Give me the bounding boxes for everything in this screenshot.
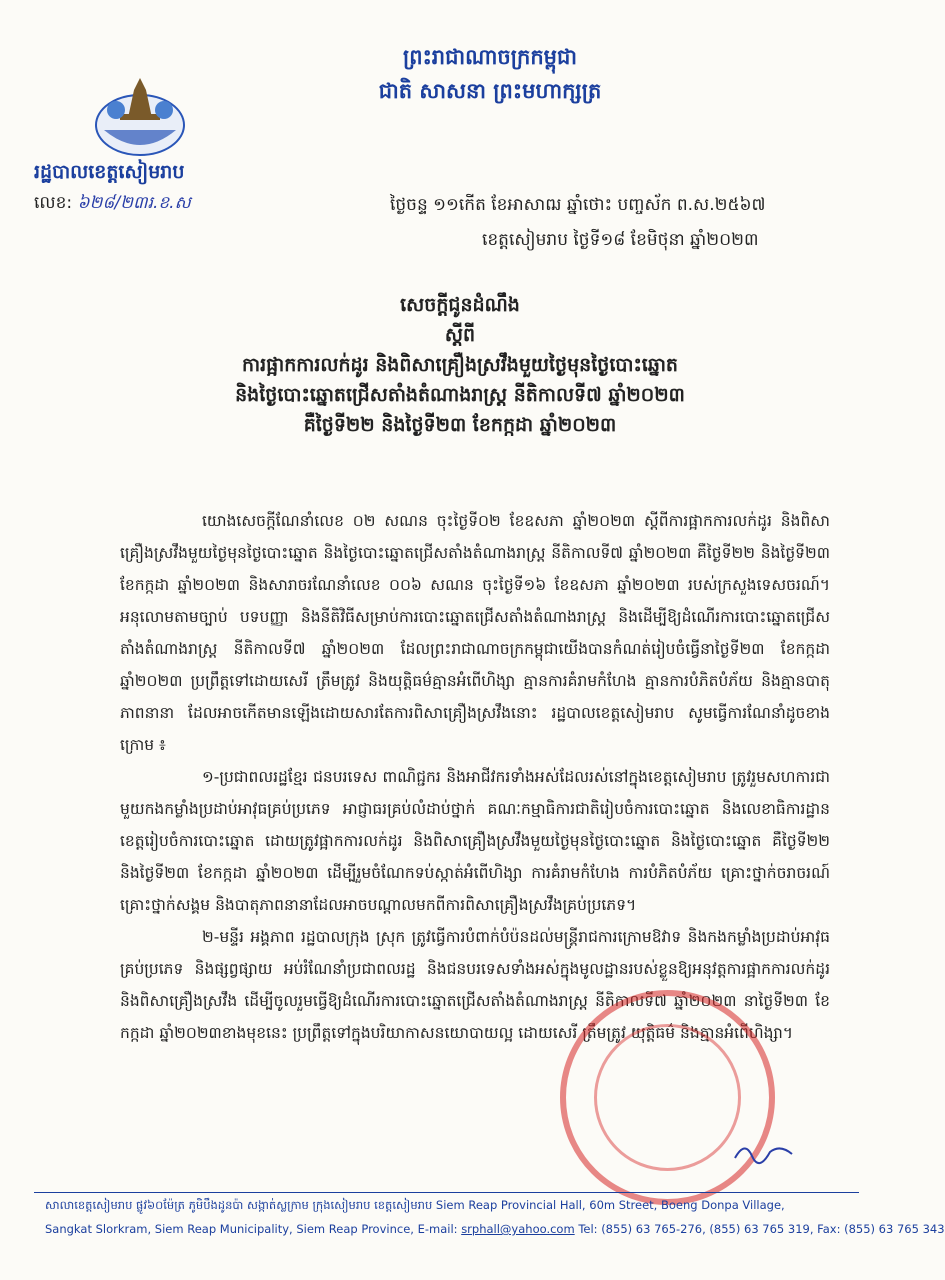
official-stamp-icon — [560, 990, 775, 1205]
title-line-1: សេចក្តីជូនដំណឹង — [400, 294, 520, 316]
solar-date: ខេត្តសៀមរាប ថ្ងៃទី១៨ ខែមិថុនា ឆ្នាំ២០២៣ — [482, 230, 759, 250]
paragraph-3: ២-មន្ទីរ អង្គភាព រដ្ឋបាលក្រុង ស្រុក ត្រូវធ្វើការបំពាក់បំប៉នដល់មន្ត្រីរាជការក្រោមឱវាទ និងកងកម្លាំងប្រដាប់អាវុធគ្រប់ប្រភេទ និងផ្សព្វផ្សាយ អប់រំណែនាំប្រជាពលរដ្ឋ និងជនបរទេសទាំងអស់ក្នុងមូលដ្ឋានរបស់ខ្លួនឱ្យអនុវត្តការផ្អាកការលក់ដូរ និងពិសាគ្រឿងស្រវឹង ដើម្បីចូលរួមធ្វើឱ្យដំណើរការបោះឆ្នោតជ្រើសតាំងតំណាងរាស្ត្រ នីតិកាលទី៧ ឆ្នាំ២០២៣ នាថ្ងៃទី២៣ ខែកក្កដា ឆ្នាំ២០២៣ខាងមុខនេះ ប្រព្រឹត្តទៅក្នុងបរិយាកាសនយោបាយល្អ ដោយសេរី ត្រឹមត្រូវ យុត្តិធម៌ និងគ្មានអំពើហិង្សា។ — [120, 928, 830, 1042]
notice-body — [120, 505, 830, 1049]
kingdom-title: ព្រះរាជាណាចក្រកម្ពុជា — [402, 45, 577, 69]
stamp-inner-ring — [594, 1024, 741, 1171]
reference-line — [34, 192, 191, 217]
notice-title — [200, 290, 720, 440]
footer-contacts: Tel: (855) 63 765-276, (855) 63 765 319, Fax: (855) 63 765 343 — [574, 1222, 945, 1236]
footer-address-en: Siem Reap Provincial Hall, 60m Street, Boeng Donpa Village, — [435, 1198, 785, 1212]
signature-icon — [730, 1130, 800, 1170]
header-kingdom — [340, 40, 640, 108]
title-line-2: ស្តីពី — [444, 324, 476, 346]
reference-label: លេខ: — [34, 193, 73, 213]
issuing-office: រដ្ឋបាលខេត្តសៀមរាប — [34, 161, 185, 183]
paragraph-2: ១-ប្រជាពលរដ្ឋខ្មែរ ជនបរទេស ពាណិជ្ជករ និងអាជីវករទាំងអស់ដែលរស់នៅក្នុងខេត្តសៀមរាប ត្រូវរួមសហការជាមួយកងកម្លាំងប្រដាប់អាវុធគ្រប់ប្រភេទ អាជ្ញាធរគ្រប់លំដាប់ថ្នាក់ គណៈកម្មាធិការជាតិរៀបចំការបោះឆ្នោត និងលេខាធិការដ្ឋានខេត្តរៀបចំការបោះឆ្នោត ដោយត្រូវផ្អាកការលក់ដូរ និងពិសាគ្រឿងស្រវឹងមួយថ្ងៃមុនថ្ងៃបោះឆ្នោត និងថ្ងៃបោះឆ្នោត គឺថ្ងៃទី២២ និងថ្ងៃទី២៣ ខែកក្កដា ឆ្នាំ២០២៣ ដើម្បីរួមចំណែកទប់ស្កាត់អំពើហិង្សា ការគំរាមកំហែង ការបំភិតបំភ័យ គ្រោះថ្នាក់ចរាចរណ៍ គ្រោះថ្នាក់សង្គម និងបាតុភាពនានាដែលអាចបណ្តាលមកពីការពិសាគ្រឿងស្រវឹងគ្រប់ប្រភេទ។ — [120, 768, 830, 914]
title-line-4: និងថ្ងៃបោះឆ្នោតជ្រើសតាំងតំណាងរាស្ត្រ នីតិកាលទី៧ ឆ្នាំ២០២៣ — [235, 384, 685, 406]
provincial-emblem-icon — [90, 70, 190, 160]
footer-address-line-2 — [45, 1222, 945, 1236]
footer-address-km: សាលាខេត្តសៀមរាប ផ្លូវ៦០ម៉ែត្រ ភូមិបឹងដូនប៉ា សង្កាត់ស្លក្រាម ក្រុងសៀមរាប ខេត្តសៀមរាប — [45, 1198, 433, 1212]
footer-address-detail: Sangkat Slorkram, Siem Reap Municipality, Siem Reap Province, E-mail: — [45, 1222, 462, 1236]
national-motto: ជាតិ សាសនា ព្រះមហាក្សត្រ — [378, 79, 602, 103]
paragraph-1: យោងសេចក្តីណែនាំលេខ ០២ សណន ចុះថ្ងៃទី០២ ខែឧសភា ឆ្នាំ២០២៣ ស្តីពីការផ្អាកការលក់ដូរ និងពិសាគ្រឿងស្រវឹងមួយថ្ងៃមុនថ្ងៃបោះឆ្នោត និងថ្ងៃបោះឆ្នោតជ្រើសតាំងតំណាងរាស្ត្រ នីតិកាលទី៧ ឆ្នាំ២០២៣ គឺថ្ងៃទី២២ និងថ្ងៃទី២៣ ខែកក្កដា ឆ្នាំ២០២៣ និងសារាចរណែនាំលេខ ០០៦ សណន ចុះថ្ងៃទី១៦ ខែឧសភា ឆ្នាំ២០២៣ របស់ក្រសួងទេសចរណ៍។ អនុលោមតាមច្បាប់ បទបញ្ញា និងនីតិវិធីសម្រាប់ការបោះឆ្នោតជ្រើសតាំងតំណាងរាស្ត្រ និងដើម្បីឱ្យដំណើរការបោះឆ្នោតជ្រើសតាំងតំណាងរាស្ត្រ នីតិកាលទី៧ ឆ្នាំ២០២៣ ដែលព្រះរាជាណាចក្រកម្ពុជាយើងបានកំណត់រៀបចំធ្វើនាថ្ងៃទី២៣ ខែកក្កដា ឆ្នាំ២០២៣ ប្រព្រឹត្តទៅដោយសេរី ត្រឹមត្រូវ និងយុត្តិធម៌គ្មានអំពើហិង្សា គ្មានការគំរាមកំហែង គ្មានការបំភិតបំភ័យ និងគ្មានបាតុភាពនានា ដែលអាចកើតមានឡើងដោយសារតែការពិសាគ្រឿងស្រវឹងនោះ រដ្ឋបាលខេត្តសៀមរាប សូមធ្វើការណែនាំដូចខាងក្រោម ៖ — [120, 512, 830, 754]
footer-divider — [34, 1192, 859, 1193]
footer-address-line-1 — [45, 1198, 860, 1215]
title-line-5: គឺថ្ងៃទី២២ និងថ្ងៃទី២៣ ខែកក្កដា ឆ្នាំ២០២៣ — [303, 414, 617, 436]
footer-email-link[interactable]: srphall@yahoo.com — [461, 1222, 575, 1236]
lunar-date: ថ្ងៃ​ចន្ទ ១១កើត ខែ​អាសាឍ ឆ្នាំ​ថោះ បញ្ចស័ក ព.ស.២៥៦៧ — [390, 195, 766, 215]
reference-number: ៦២៨/២៣រ.ខ.ស — [77, 193, 191, 213]
title-line-3: ការផ្អាកការលក់ដូរ និងពិសាគ្រឿងស្រវឹងមួយថ្ងៃមុនថ្ងៃបោះឆ្នោត — [242, 354, 678, 376]
